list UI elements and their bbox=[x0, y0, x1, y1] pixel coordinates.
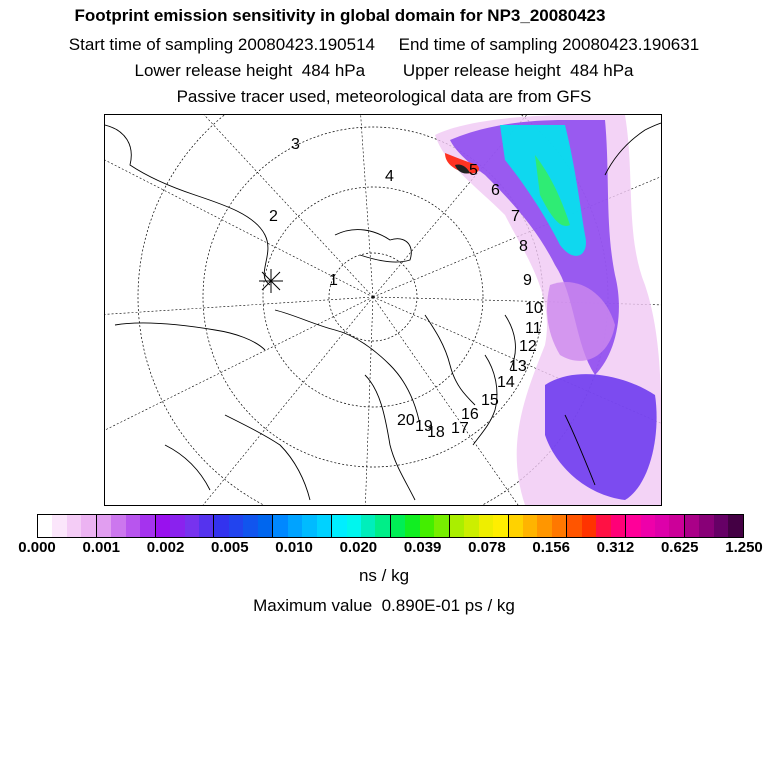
color-swatch bbox=[347, 515, 361, 537]
color-swatch bbox=[596, 515, 610, 537]
color-swatch bbox=[537, 515, 551, 537]
polar-map-panel bbox=[104, 114, 662, 506]
trajectory-label: 11 bbox=[525, 320, 542, 337]
color-swatch bbox=[258, 515, 272, 537]
trajectory-label: 4 bbox=[385, 168, 394, 185]
trajectory-label: 8 bbox=[519, 238, 528, 255]
color-swatch bbox=[375, 515, 389, 537]
color-swatch bbox=[185, 515, 199, 537]
sampling-time-line: Start time of sampling 20080423.190514 End time of sampling 20080423.190631 bbox=[68, 35, 700, 54]
trajectory-label: 17 bbox=[451, 420, 469, 437]
color-swatch bbox=[331, 515, 346, 537]
release-location-marker bbox=[259, 269, 283, 293]
color-swatch bbox=[434, 515, 448, 537]
trajectory-label: 2 bbox=[269, 208, 278, 225]
color-swatch bbox=[566, 515, 581, 537]
trajectory-label: 5 bbox=[469, 162, 478, 179]
color-swatch bbox=[243, 515, 257, 537]
color-swatch bbox=[420, 515, 434, 537]
trajectory-label: 15 bbox=[481, 392, 499, 409]
trajectory-label: 10 bbox=[525, 300, 543, 317]
color-swatch bbox=[390, 515, 405, 537]
color-scale-tick-label: 0.312 bbox=[596, 539, 635, 556]
color-swatch bbox=[213, 515, 228, 537]
color-scale-tick-label: 0.078 bbox=[468, 539, 506, 556]
map-canvas bbox=[105, 115, 661, 505]
color-swatch bbox=[288, 515, 302, 537]
color-swatch bbox=[361, 515, 375, 537]
color-scale-tick-label: 0.039 bbox=[403, 539, 442, 556]
color-swatch bbox=[669, 515, 683, 537]
color-swatch bbox=[38, 515, 52, 537]
color-swatch bbox=[405, 515, 419, 537]
color-swatch bbox=[449, 515, 464, 537]
units-label: ns / kg bbox=[358, 566, 410, 585]
color-swatch bbox=[302, 515, 316, 537]
color-swatch bbox=[140, 515, 154, 537]
color-scale-ticks bbox=[0, 539, 768, 559]
trajectory-label: 6 bbox=[491, 182, 500, 199]
trajectory-label: 14 bbox=[497, 374, 515, 391]
color-swatch bbox=[684, 515, 699, 537]
trajectory-label: 9 bbox=[523, 272, 532, 289]
trajectory-label: 19 bbox=[415, 418, 433, 435]
color-swatch bbox=[126, 515, 140, 537]
color-swatch bbox=[582, 515, 596, 537]
color-scale-tick-label: 0.005 bbox=[211, 539, 249, 556]
color-swatch bbox=[229, 515, 243, 537]
color-scale-tick-label: 0.156 bbox=[532, 539, 570, 556]
maximum-value-label: Maximum value 0.890E-01 ps / kg bbox=[253, 596, 515, 615]
color-scale-tick-label: 0.020 bbox=[339, 539, 378, 556]
color-swatch bbox=[611, 515, 625, 537]
color-swatch bbox=[699, 515, 713, 537]
color-swatch bbox=[552, 515, 566, 537]
trajectory-label: 16 bbox=[461, 406, 479, 423]
trajectory-label: 20 bbox=[397, 412, 415, 429]
color-scale-tick-label: 0.002 bbox=[146, 539, 185, 556]
trajectory-label: 13 bbox=[509, 358, 527, 375]
color-swatch bbox=[199, 515, 213, 537]
trajectory-label: 3 bbox=[291, 136, 300, 153]
color-swatch bbox=[655, 515, 669, 537]
color-swatch bbox=[317, 515, 331, 537]
trajectory-label: 12 bbox=[519, 338, 537, 355]
color-scale-tick-label: 0.010 bbox=[275, 539, 313, 556]
color-swatch bbox=[728, 515, 742, 537]
color-swatch bbox=[111, 515, 125, 537]
plot-title: Footprint emission sensitivity in global domain for NP3_20080423 bbox=[74, 6, 606, 25]
color-scale-bar bbox=[37, 514, 744, 538]
color-swatch bbox=[96, 515, 111, 537]
trajectory-label: 18 bbox=[427, 424, 445, 441]
color-scale-tick-label: 0.625 bbox=[660, 539, 699, 556]
trajectory-label: 1 bbox=[329, 272, 338, 289]
color-swatch bbox=[508, 515, 523, 537]
color-swatch bbox=[493, 515, 507, 537]
color-scale-tick-label: 0.001 bbox=[82, 539, 121, 556]
color-swatch bbox=[625, 515, 640, 537]
color-swatch bbox=[81, 515, 95, 537]
trajectory-label: 7 bbox=[511, 208, 520, 225]
color-swatch bbox=[714, 515, 728, 537]
color-swatch bbox=[523, 515, 537, 537]
tracer-info-line: Passive tracer used, meteorological data are from GFS bbox=[176, 87, 592, 106]
color-swatch bbox=[641, 515, 655, 537]
color-swatch bbox=[155, 515, 170, 537]
color-swatch bbox=[272, 515, 287, 537]
release-height-line: Lower release height 484 hPa Upper release height 484 hPa bbox=[134, 61, 634, 80]
color-swatch bbox=[479, 515, 493, 537]
color-swatch bbox=[464, 515, 478, 537]
color-scale-tick-label: 1.250 bbox=[725, 539, 763, 556]
color-scale-tick-label: 0.000 bbox=[18, 539, 56, 556]
color-swatch bbox=[52, 515, 66, 537]
color-swatch bbox=[170, 515, 184, 537]
color-swatch bbox=[67, 515, 81, 537]
